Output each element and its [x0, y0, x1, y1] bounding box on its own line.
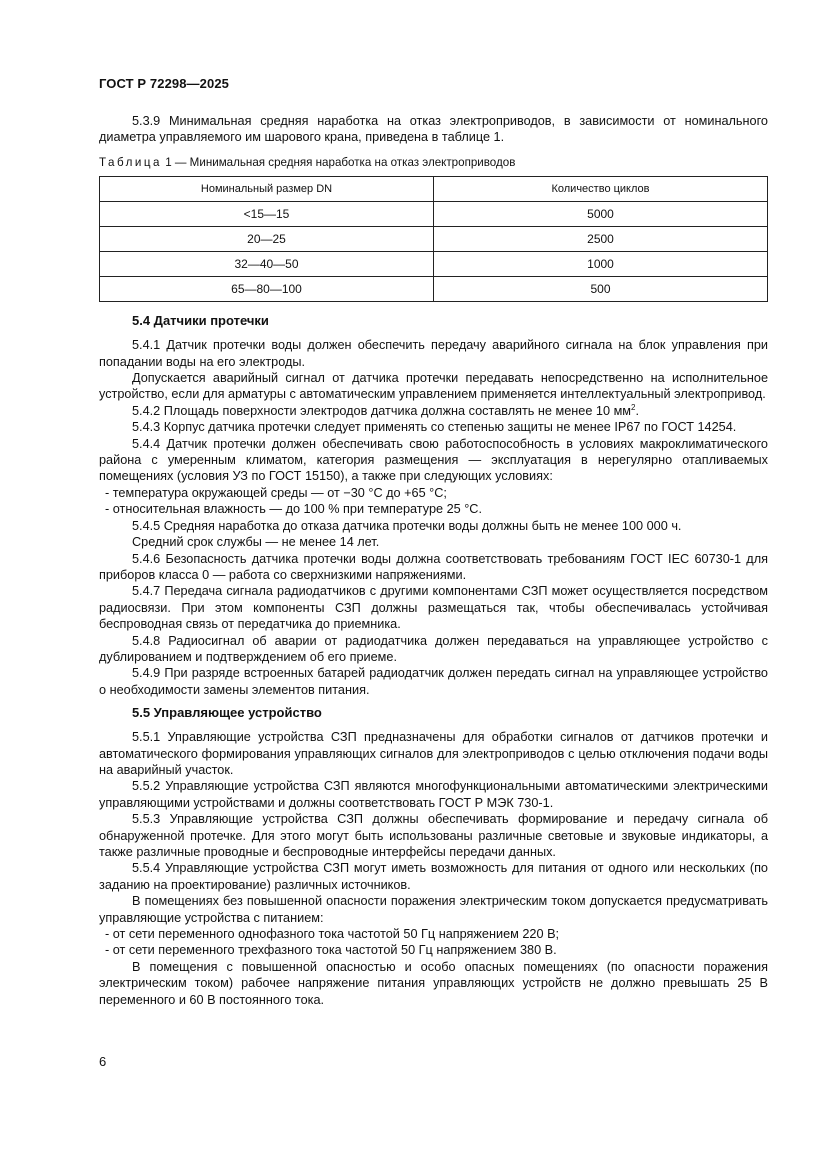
paragraph-5-5-1: 5.5.1 Управляющие устройства СЗП предназначены для обработки сигналов от датчиков протечки и автоматического формирования управляющих сигналов для электроприводов с целью отключения подачи воды на аварийный участок.: [99, 730, 768, 777]
list-item: - температура окружающей среды — от −30 °С до +65 °С;: [105, 485, 447, 500]
cell-dn: 65—80—100: [100, 277, 434, 302]
table-caption-text: 1 — Минимальная средняя наработка на отказ электроприводов: [165, 155, 516, 169]
paragraph-5-4-3: 5.4.3 Корпус датчика протечки следует применять со степенью защиты не менее IP67 по ГОСТ 14254.: [132, 420, 737, 435]
cell-dn: <15—15: [100, 202, 434, 227]
list-item: - от сети переменного трехфазного тока частотой 50 Гц напряжением 380 В.: [105, 943, 557, 958]
page-content: [99, 113, 768, 1008]
paragraph-5-4-1: 5.4.1 Датчик протечки воды должен обеспечить передачу аварийного сигнала на блок управления при попадании воды на его электроды.: [99, 338, 768, 369]
cell-cycles: 1000: [434, 252, 768, 277]
table-row: [100, 277, 768, 302]
paragraph: Допускается аварийный сигнал от датчика протечки передавать непосредственно на исполнительное устройство, если для арматуры с автоматическим управлением применяется интеллектуальный электропривод.: [99, 371, 768, 402]
list-item: - от сети переменного однофазного тока частотой 50 Гц напряжением 220 В;: [105, 927, 560, 942]
cell-cycles: 500: [434, 277, 768, 302]
paragraph-5-4-4: 5.4.4 Датчик протечки должен обеспечивать свою работоспособность в условиях макроклиматического района с умеренным климатом, категория размещения — эксплуатация в нерегулярно отапливаемых помещениях (условия УЗ по ГОСТ 15150), а также при следующих условиях:: [99, 436, 768, 484]
cell-dn: 20—25: [100, 227, 434, 252]
table-row: [100, 202, 768, 227]
table-1: [99, 176, 768, 302]
section-heading-5-5: 5.5 Управляющее устройство: [132, 705, 322, 721]
table-row: [100, 252, 768, 277]
table-row: [100, 227, 768, 252]
section-heading-5-4: 5.4 Датчики протечки: [132, 313, 269, 329]
column-header-dn: Номинальный размер DN: [100, 177, 434, 202]
cell-dn: 32—40—50: [100, 252, 434, 277]
paragraph-text: 5.4.2 Площадь поверхности электродов датчика должна составлять не менее 10 мм: [132, 403, 632, 418]
paragraph-5-4-7: 5.4.7 Передача сигнала радиодатчиков с другими компонентами СЗП может осуществляется посредством радиосвязи. При этом компоненты СЗП должны размещаться так, чтобы обеспечивалась устойчивая беспроводная связь от передатчика до приемника.: [99, 584, 768, 632]
column-header-cycles: Количество циклов: [434, 177, 768, 202]
paragraph-5-4-9: 5.4.9 При разряде встроенных батарей радиодатчик должен передать сигнал на управляющее устройство о необходимости замены элементов питания.: [99, 666, 768, 697]
paragraph-end: .: [635, 403, 639, 418]
superscript: 2: [631, 402, 636, 412]
table-header-row: [100, 177, 768, 202]
paragraph-5-5-4: 5.5.4 Управляющие устройства СЗП могут иметь возможность для питания от одного или нескольких (по заданию на проектирование) различных источников.: [99, 861, 768, 892]
paragraph: В помещениях без повышенной опасности поражения электрическим током допускается предусматривать управляющие устройства с питанием:: [99, 894, 768, 925]
paragraph-5-4-2: [99, 403, 768, 419]
paragraph: Средний срок службы — не менее 14 лет.: [132, 535, 380, 550]
document-header: ГОСТ Р 72298—2025: [99, 76, 229, 91]
cell-cycles: 5000: [434, 202, 768, 227]
list-item: - относительная влажность — до 100 % при температуре 25 °С.: [105, 502, 482, 517]
paragraph-5-3-9: 5.3.9 Минимальная средняя наработка на отказ электроприводов, в зависимости от номинального диаметра управляемого им шарового крана, приведена в таблице 1.: [99, 114, 768, 145]
paragraph-5-5-3: 5.5.3 Управляющие устройства СЗП должны обеспечивать формирование и передачу сигнала об обнаруженной протечке. Для этого могут быть использованы различные световые и звуковые индикаторы, а также различные проводные и беспроводные интерфейсы передачи данных.: [99, 812, 768, 859]
table-caption-label: Таблица: [99, 155, 162, 169]
table-caption: [99, 155, 768, 171]
paragraph-5-4-6: 5.4.6 Безопасность датчика протечки воды должна соответствовать требованиям ГОСТ IEC 60730-1 для приборов класса 0 — работа со сверхнизкими напряжениями.: [99, 551, 768, 582]
paragraph: В помещения с повышенной опасностью и особо опасных помещениях (по опасности поражения электрическим током) рабочее напряжение питания управляющих устройств не должно превышать 25 В переменного и 60 В постоянного тока.: [99, 959, 768, 1007]
paragraph-5-4-8: 5.4.8 Радиосигнал об аварии от радиодатчика должен передаваться на управляющее устройство с дублированием и подтверждением об его приеме.: [99, 633, 768, 664]
cell-cycles: 2500: [434, 227, 768, 252]
paragraph-5-4-5: 5.4.5 Средняя наработка до отказа датчика протечки воды должны быть не менее 100 000 ч.: [132, 518, 682, 533]
paragraph-5-5-2: 5.5.2 Управляющие устройства СЗП являются многофункциональными автоматическими электрическими управляющими устройствами и должны соответствовать ГОСТ Р МЭК 730-1.: [99, 779, 768, 810]
page-number: 6: [99, 1054, 107, 1069]
